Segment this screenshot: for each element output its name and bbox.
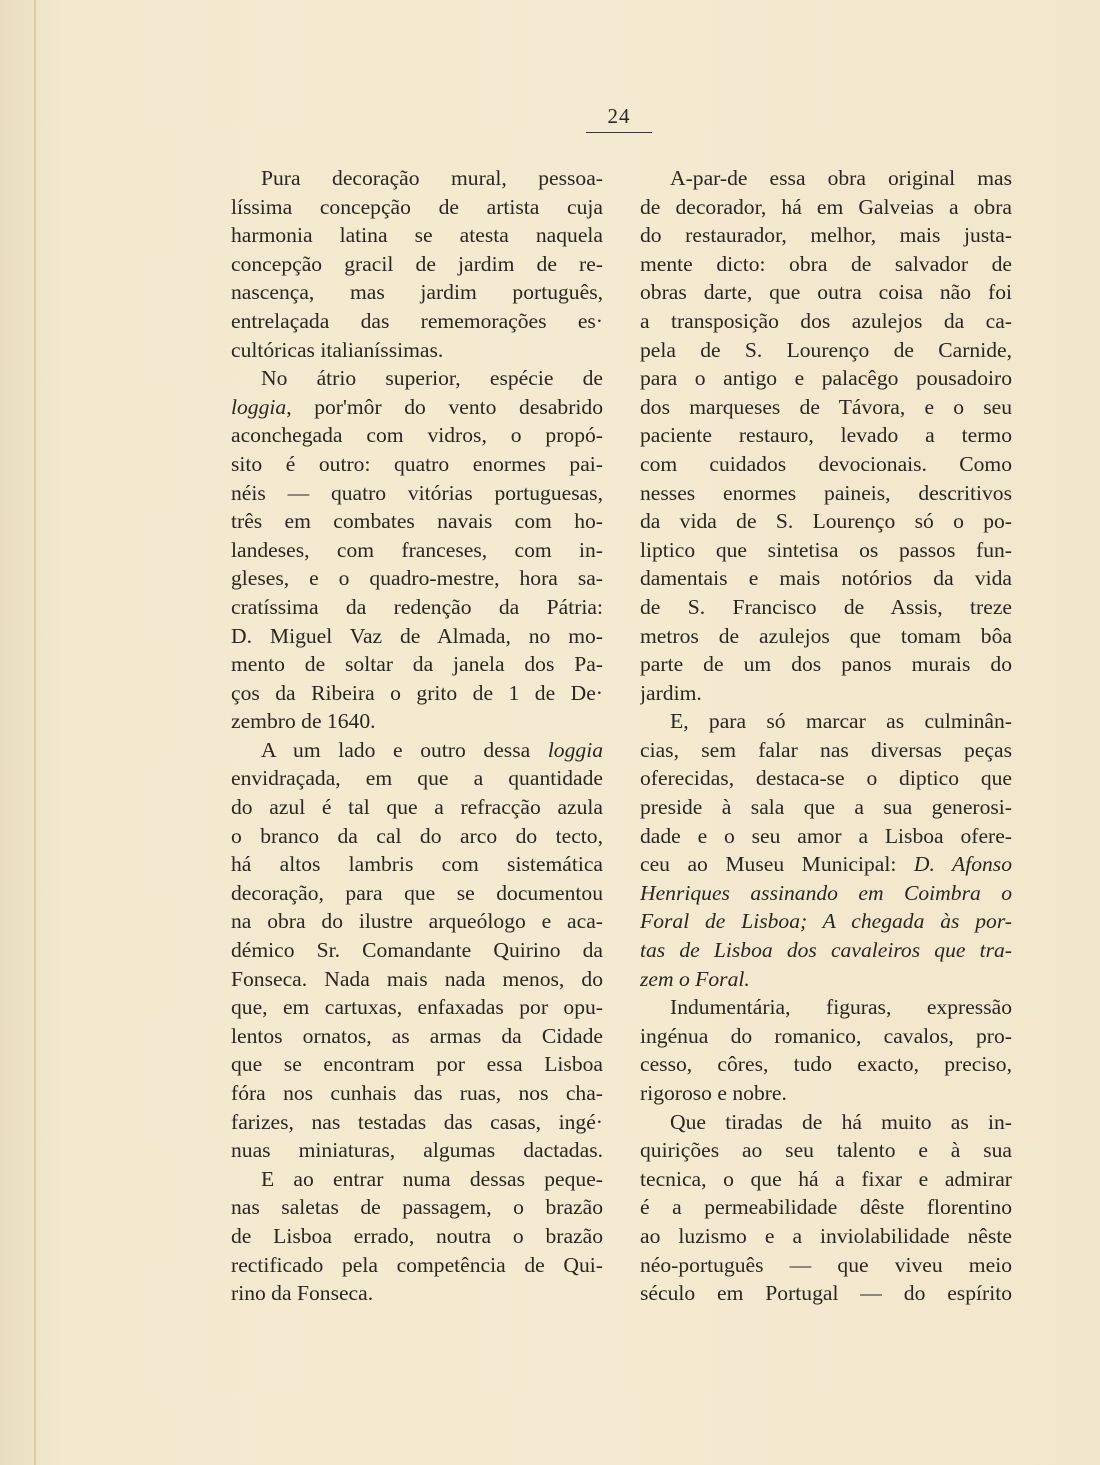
text-column-left: [231, 164, 603, 1308]
text-line: paciente restauro, levado a termo: [640, 423, 1012, 448]
text-line: cultóricas italianíssimas.: [231, 337, 444, 362]
text-line: ços da Ribeira o grito de 1 de De·: [231, 680, 603, 705]
text-line: pela de S. Lourenço de Carnide,: [640, 337, 1012, 362]
text-line: néis — quatro vitórias portuguesas,: [231, 480, 603, 505]
text-line: metros de azulejos que tomam bôa: [640, 623, 1012, 648]
text-line: nascença, mas jardim português,: [231, 280, 603, 305]
text-line: preside à sala que a sua generosi-: [640, 795, 1012, 820]
text-line: fóra nos cunhais das ruas, nos cha-: [231, 1081, 603, 1105]
text-line: de decorador, há em Galveias a obra: [640, 194, 1012, 219]
text-line: rectificado pela competência de Qui-: [231, 1252, 603, 1277]
text-line: dos marqueses de Távora, e o seu: [640, 394, 1012, 419]
page-number-rule: [586, 132, 652, 133]
text-line: decoração, para que se documentou: [231, 880, 603, 905]
text-line: [640, 965, 1012, 994]
text-line: démico Sr. Comandante Quirino da: [231, 938, 603, 963]
text-line: gleses, e o quadro-mestre, hora sa-: [231, 566, 603, 591]
italic-text: Henriques assinando em Coimbra o: [640, 880, 1012, 905]
italic-text: tas de Lisboa dos cavaleiros que tra-: [640, 938, 1012, 963]
text-line: a transposição dos azulejos da ca-: [640, 308, 1012, 333]
text-line: sito é outro: quatro enormes pai-: [231, 451, 603, 476]
italic-text: D. Afonso: [913, 852, 1012, 877]
text-line: parte de um dos panos murais do: [640, 652, 1012, 677]
text-line: landeses, com franceses, com in-: [231, 537, 603, 562]
text-line: rigoroso e nobre.: [640, 1081, 787, 1105]
text-line: cratíssima da redenção da Pátria:: [231, 594, 603, 619]
text-line: néo-português — que viveu meio: [640, 1252, 1012, 1277]
text-line: dade e o seu amor a Lisboa ofere-: [640, 823, 1012, 848]
text-line: ao luzismo e a inviolabilidade nêste: [640, 1223, 1012, 1248]
text-line: oferecidas, destaca-se o diptico que: [640, 766, 1012, 791]
text-line: na obra do ilustre arqueólogo e aca-: [231, 909, 603, 934]
text-line: é a permeabilidade dêste florentino: [640, 1195, 1012, 1220]
text-line: Indumentária, figuras, expressão: [670, 995, 1012, 1020]
text-line: concepção gracil de jardim de re-: [231, 251, 603, 276]
text-line: quirições ao seu talento e à sua: [640, 1138, 1012, 1163]
text-line: entrelaçada das rememorações es·: [231, 308, 603, 333]
text-line: liptico que sintetisa os passos fun-: [640, 537, 1012, 562]
binding-edge: [34, 0, 36, 1465]
text-line: de S. Francisco de Assis, treze: [640, 594, 1012, 619]
text-segment: A um lado e outro dessa: [261, 737, 548, 762]
text-line: No átrio superior, espécie de: [261, 366, 603, 391]
text-line: lentos ornatos, as armas da Cidade: [231, 1023, 603, 1048]
text-line: mento de soltar da janela dos Pa-: [231, 652, 603, 677]
text-line: cesso, côres, tudo exacto, preciso,: [640, 1052, 1012, 1077]
text-line: da vida de S. Lourenço só o po-: [640, 509, 1012, 534]
text-line: nuas miniaturas, algumas dactadas.: [231, 1138, 603, 1163]
text-line: [640, 850, 1012, 879]
text-line: mente dicto: obra de salvador de: [640, 251, 1012, 276]
text-line: há altos lambris com sistemática: [231, 852, 603, 877]
text-line: século em Portugal — do espírito: [640, 1281, 1012, 1306]
text-line: o branco da cal do arco do tecto,: [231, 823, 603, 848]
text-line: A-par-de essa obra original mas: [670, 166, 1012, 190]
text-line: E, para só marcar as culminân-: [670, 709, 1012, 734]
text-line: que, em cartuxas, enfaxadas por opu-: [231, 995, 603, 1020]
text-line: do azul é tal que a refracção azula: [231, 795, 603, 820]
page-number: 24: [607, 104, 631, 128]
text-segment: , por'môr do vento desabrido: [286, 394, 603, 419]
text-column-right: [640, 164, 1012, 1308]
text-line: para o antigo e palacêgo pousadoiro: [640, 366, 1012, 391]
text-line: [231, 736, 603, 765]
text-line: [231, 393, 603, 422]
text-line: ingénua do romanico, cavalos, pro-: [640, 1023, 1012, 1048]
text-line: Pura decoração mural, pessoa-: [261, 166, 603, 190]
text-line: [640, 907, 1012, 936]
text-line: jardim.: [640, 680, 702, 705]
italic-text: zem o Foral.: [640, 966, 750, 991]
text-line: Que tiradas de há muito as in-: [670, 1109, 1012, 1134]
text-line: nas saletas de passagem, o brazão: [231, 1195, 603, 1220]
text-line: cias, sem falar nas diversas peças: [640, 737, 1012, 762]
text-line: líssima concepção de artista cuja: [231, 194, 603, 219]
text-line: [640, 936, 1012, 965]
text-line: com cuidados devocionais. Como: [640, 451, 1012, 476]
italic-text: loggia: [547, 737, 603, 762]
text-line: farizes, nas testadas das casas, ingé·: [231, 1109, 603, 1134]
text-line: E ao entrar numa dessas peque-: [261, 1166, 603, 1191]
text-line: do restaurador, melhor, mais justa-: [640, 223, 1012, 248]
italic-text: Foral de Lisboa; A chegada às por-: [640, 909, 1012, 934]
text-line: nesses enormes paineis, descritivos: [640, 480, 1012, 505]
text-line: damentais e mais notórios da vida: [640, 566, 1012, 591]
text-line: três em combates navais com ho-: [231, 509, 603, 534]
text-line: harmonia latina se atesta naquela: [231, 223, 603, 248]
text-segment: ceu ao Museu Municipal:: [640, 852, 914, 877]
text-line: obras darte, que outra coisa não foi: [640, 280, 1012, 305]
text-line: tecnica, o que há a fixar e admirar: [640, 1166, 1012, 1191]
text-line: envidraçada, em que a quantidade: [231, 766, 603, 791]
text-line: D. Miguel Vaz de Almada, no mo-: [231, 623, 603, 648]
italic-text: loggia: [231, 394, 287, 419]
text-line: de Lisboa errado, noutra o brazão: [231, 1223, 603, 1248]
text-line: Fonseca. Nada mais nada menos, do: [231, 966, 603, 991]
text-line: aconchegada com vidros, o propó-: [231, 423, 603, 448]
text-line: zembro de 1640.: [231, 709, 376, 734]
text-line: rino da Fonseca.: [231, 1281, 374, 1306]
text-line: [640, 879, 1012, 908]
text-line: que se encontram por essa Lisboa: [231, 1052, 603, 1077]
